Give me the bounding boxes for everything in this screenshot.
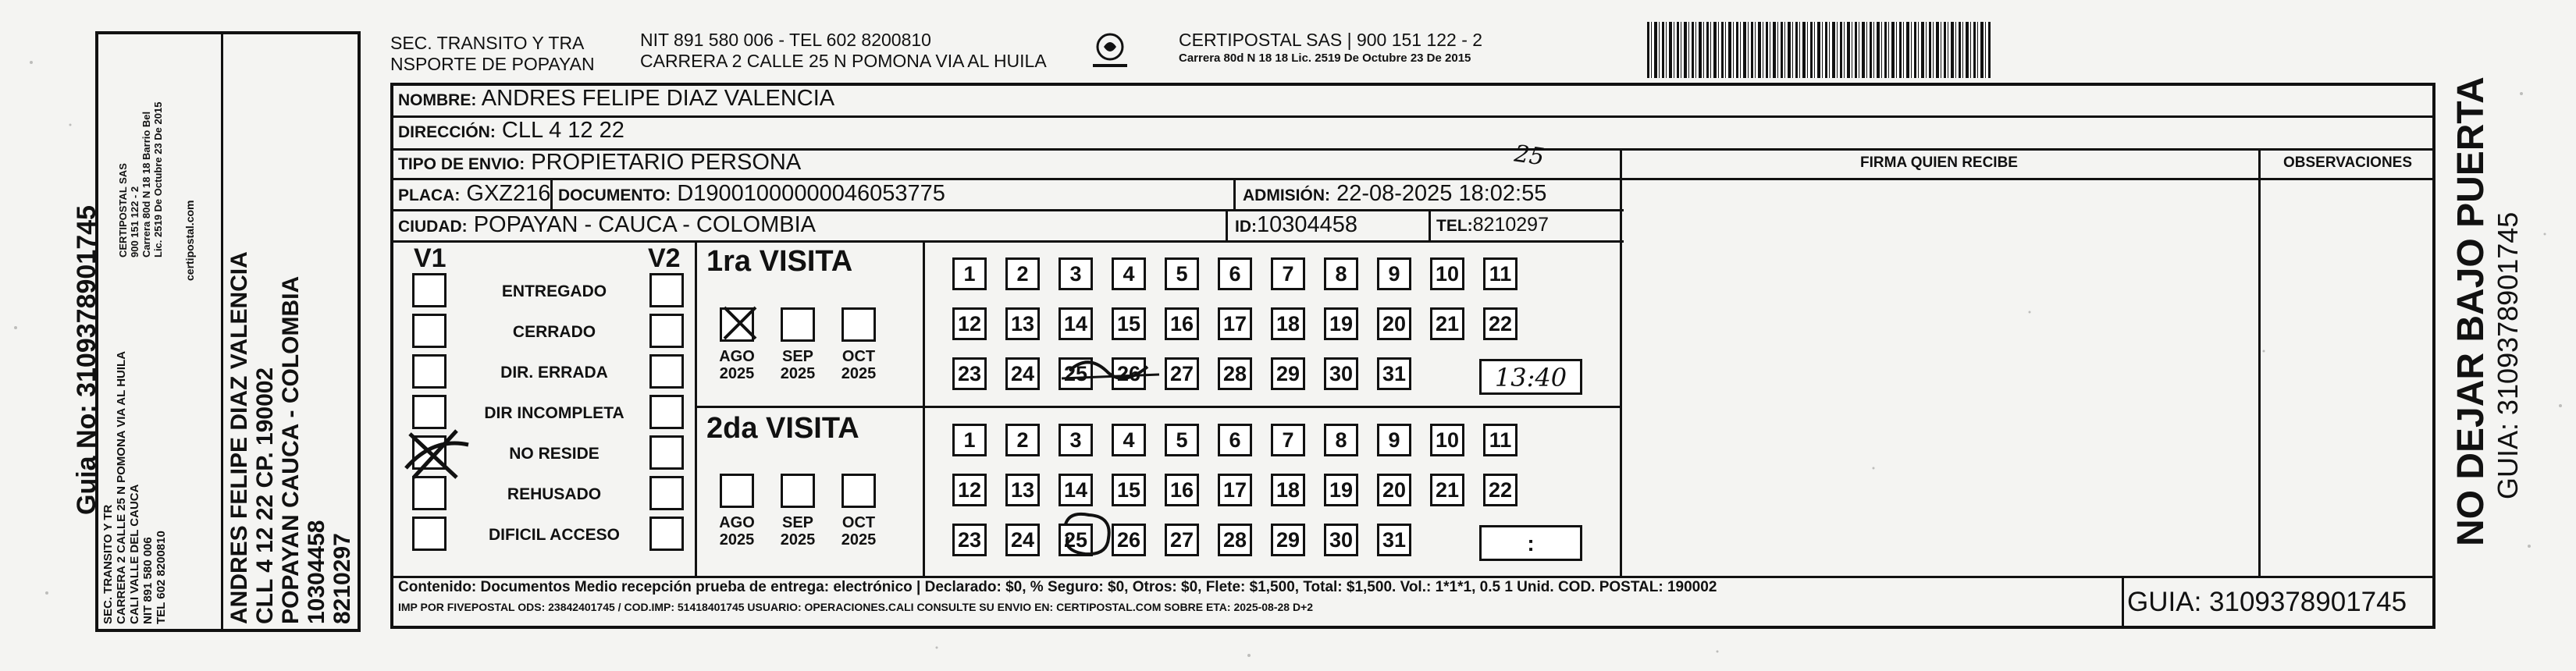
visit1-day-14[interactable]: 14 — [1059, 307, 1093, 340]
month-year: 2025 — [780, 365, 816, 382]
visit2-day-18[interactable]: 18 — [1271, 474, 1305, 506]
firma-header: FIRMA QUIEN RECIBE — [1860, 154, 2018, 171]
month-name: SEP — [781, 348, 814, 365]
stub-sender: SEC. TRANSITO Y TR CARRERA 2 CALLE 25 N POMONA VIA AL HUILA CALI VALLE DEL CAUCA NIT 891 580 006 TEL 602 8200810 — [101, 350, 168, 624]
status-label: DIFICIL ACCESO — [488, 526, 620, 544]
visit2-time[interactable]: : — [1479, 525, 1582, 561]
placa-field: PLACA: GXZ216 — [398, 181, 551, 206]
month-name: OCT — [841, 514, 876, 531]
footer-imp: IMP POR FIVEPOSTAL ODS: 23842401745 / COD.IMP: 51418401745 USUARIO: OPERACIONES.CALI CONSULTE SU ENVIO EN: CERTIPOSTAL.COM SOBRE ETA: 2025-08-28 D+2 — [398, 601, 1314, 613]
visit1-day-19[interactable]: 19 — [1324, 307, 1358, 340]
visit2-day-21[interactable]: 21 — [1430, 474, 1464, 506]
month-name: SEP — [781, 514, 814, 531]
status-label: NO RESIDE — [509, 445, 600, 463]
status-label: DIR INCOMPLETA — [484, 404, 624, 422]
visit1-day-23[interactable]: 23 — [952, 357, 987, 390]
visit2-day-13[interactable]: 13 — [1005, 474, 1040, 506]
stub-web: certipostal.com — [183, 200, 196, 281]
month-year: 2025 — [719, 531, 755, 549]
visit1-day-16[interactable]: 16 — [1165, 307, 1199, 340]
tipo-envio-field: TIPO DE ENVIO: PROPIETARIO PERSONA — [398, 150, 802, 175]
visit1-day-27[interactable]: 27 — [1165, 357, 1199, 390]
status-label: CERRADO — [512, 323, 596, 341]
visit1-time[interactable]: 13:40 — [1479, 359, 1582, 395]
direccion-field: DIRECCIÓN: CLL 4 12 22 — [398, 118, 624, 143]
visit2-day-14[interactable]: 14 — [1059, 474, 1093, 506]
observaciones-header: OBSERVACIONES — [2282, 154, 2413, 171]
visit2-day-22[interactable]: 22 — [1483, 474, 1517, 506]
visit1-day-6[interactable]: 6 — [1218, 257, 1252, 290]
month-name: OCT — [841, 348, 876, 365]
visit1-day-11[interactable]: 11 — [1483, 257, 1517, 290]
visit2-day-7[interactable]: 7 — [1271, 424, 1305, 456]
visit1-day-25[interactable]: 25 — [1059, 357, 1093, 390]
visit2-day-9[interactable]: 9 — [1377, 424, 1411, 456]
status-label: REHUSADO — [507, 485, 602, 503]
visit1-day-21[interactable]: 21 — [1430, 307, 1464, 340]
visit1-day-9[interactable]: 9 — [1377, 257, 1411, 290]
header-courier: CERTIPOSTAL SAS | 900 151 122 - 2 Carrera 80d N 18 18 Lic. 2519 De Octubre 23 De 2015 — [1179, 30, 1483, 65]
visit1-day-8[interactable]: 8 — [1324, 257, 1358, 290]
visit1-day-28[interactable]: 28 — [1218, 357, 1252, 390]
visit1-day-24[interactable]: 24 — [1005, 357, 1040, 390]
visit1-day-26[interactable]: 26 — [1112, 357, 1146, 390]
visit2-day-8[interactable]: 8 — [1324, 424, 1358, 456]
visit1-day-10[interactable]: 10 — [1430, 257, 1464, 290]
right-guia-number: GUIA: 3109378901745 — [2492, 211, 2524, 499]
visit2-day-4[interactable]: 4 — [1112, 424, 1146, 456]
header-sender: SEC. TRANSITO Y TRA NSPORTE DE POPAYAN — [390, 33, 595, 74]
visit2-day-11[interactable]: 11 — [1483, 424, 1517, 456]
visit1-day-20[interactable]: 20 — [1377, 307, 1411, 340]
nombre-field: NOMBRE: ANDRES FELIPE DIAZ VALENCIA — [398, 86, 835, 111]
visit2-day-25[interactable]: 25 — [1059, 524, 1093, 556]
visit1-day-13[interactable]: 13 — [1005, 307, 1040, 340]
month-year: 2025 — [841, 531, 877, 549]
visit2-day-6[interactable]: 6 — [1218, 424, 1252, 456]
visit2-day-19[interactable]: 19 — [1324, 474, 1358, 506]
visit1-day-22[interactable]: 22 — [1483, 307, 1517, 340]
visit2-day-31[interactable]: 31 — [1377, 524, 1411, 556]
visit1-day-7[interactable]: 7 — [1271, 257, 1305, 290]
visit1-day-12[interactable]: 12 — [952, 307, 987, 340]
status-label: ENTREGADO — [501, 282, 607, 300]
visit2-day-24[interactable]: 24 — [1005, 524, 1040, 556]
no-dejar-bajo-puerta: NO DEJAR BAJO PUERTA — [2450, 76, 2492, 546]
visit2-day-23[interactable]: 23 — [952, 524, 987, 556]
visit2-day-30[interactable]: 30 — [1324, 524, 1358, 556]
visit1-day-2[interactable]: 2 — [1005, 257, 1040, 290]
visit1-day-31[interactable]: 31 — [1377, 357, 1411, 390]
visit1-title: 1ra VISITA — [706, 245, 853, 278]
visit2-day-16[interactable]: 16 — [1165, 474, 1199, 506]
month-name: AGO — [719, 514, 755, 531]
footer-guia: GUIA: 3109378901745 — [2127, 587, 2407, 617]
handwritten-mark: 25 — [1512, 140, 1546, 172]
visit2-day-5[interactable]: 5 — [1165, 424, 1199, 456]
stub-addressee: ANDRES FELIPE DIAZ VALENCIA CLL 4 12 22 CP. 190002 POPAYAN CAUCA - COLOMBIA 10304458 8210297 — [226, 251, 355, 624]
visit2-day-1[interactable]: 1 — [952, 424, 987, 456]
visit1-day-1[interactable]: 1 — [952, 257, 987, 290]
visit1-day-4[interactable]: 4 — [1112, 257, 1146, 290]
footer-contenido: Contenido: Documentos Medio recepción prueba de entrega: electrónico | Declarado: $0, % Seguro: $0, Otros: $0, Flete: $1,500, Total: $1,500. Vol.: 1*1*1, 0.5 1 Unid. COD. POSTAL: 190002 — [398, 579, 1717, 595]
visit2-day-29[interactable]: 29 — [1271, 524, 1305, 556]
visit2-day-15[interactable]: 15 — [1112, 474, 1146, 506]
visit1-day-29[interactable]: 29 — [1271, 357, 1305, 390]
stub-certipostal: CERTIPOSTAL SAS 900 151 122 - 2 Carrera 80d N 18 18 Barrio Bel Lic. 2519 De Octubre 23 De 2015 — [117, 101, 164, 257]
month-year: 2025 — [780, 531, 816, 549]
status-label: DIR. ERRADA — [500, 364, 608, 382]
header-nit: NIT 891 580 006 - TEL 602 8200810 CARRERA 2 CALLE 25 N POMONA VIA AL HUILA — [640, 30, 1047, 71]
tel-field: TEL:8210297 — [1436, 214, 1549, 236]
side-guia-number: Guia No: 3109378901745 — [72, 205, 101, 515]
visit1-day-15[interactable]: 15 — [1112, 307, 1146, 340]
month-year: 2025 — [841, 365, 877, 382]
id-field: ID:10304458 — [1235, 212, 1358, 237]
month-year: 2025 — [719, 365, 755, 382]
ciudad-field: CIUDAD: POPAYAN - CAUCA - COLOMBIA — [398, 212, 817, 237]
visit2-day-3[interactable]: 3 — [1059, 424, 1093, 456]
visit1-day-5[interactable]: 5 — [1165, 257, 1199, 290]
visit2-day-17[interactable]: 17 — [1218, 474, 1252, 506]
v1-header: V1 — [414, 243, 447, 273]
visit1-day-18[interactable]: 18 — [1271, 307, 1305, 340]
visit2-day-20[interactable]: 20 — [1377, 474, 1411, 506]
documento-field: DOCUMENTO: D19001000000046053775 — [558, 181, 945, 206]
visit1-day-3[interactable]: 3 — [1059, 257, 1093, 290]
visit2-day-12[interactable]: 12 — [952, 474, 987, 506]
visit1-day-17[interactable]: 17 — [1218, 307, 1252, 340]
visit2-day-28[interactable]: 28 — [1218, 524, 1252, 556]
visit2-title: 2da VISITA — [706, 412, 859, 445]
admision-field: ADMISIÓN: 22-08-2025 18:02:55 — [1243, 181, 1547, 206]
visit2-day-2[interactable]: 2 — [1005, 424, 1040, 456]
visit2-day-27[interactable]: 27 — [1165, 524, 1199, 556]
v2-header: V2 — [648, 243, 681, 273]
visit2-day-10[interactable]: 10 — [1430, 424, 1464, 456]
visit2-day-26[interactable]: 26 — [1112, 524, 1146, 556]
month-name: AGO — [719, 348, 755, 365]
visit1-day-30[interactable]: 30 — [1324, 357, 1358, 390]
